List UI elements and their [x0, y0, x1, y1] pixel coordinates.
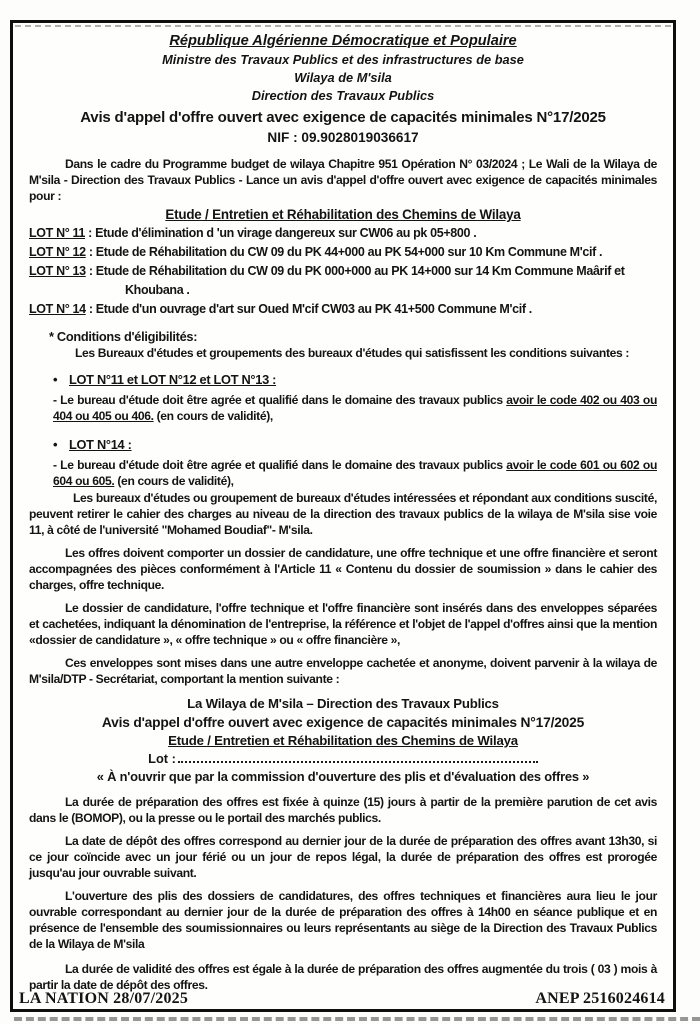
enveloppes-paragraph — [29, 655, 657, 687]
conditions-heading: * Conditions d'éligibilités: — [49, 329, 198, 344]
lot-label: LOT N° 12 — [29, 245, 86, 259]
footer — [19, 990, 665, 1008]
subject-heading: Etude / Entretien et Réhabilitation des Chemins de Wilaya — [165, 207, 521, 222]
scan-artifact-top — [15, 25, 671, 27]
enveloppes-secretariat-bold: M'sila/DTP - Secrétariat — [29, 672, 155, 686]
lot-separator: : — [85, 302, 96, 316]
eligibility-codes-underlined: avoir le code 601 ou 602 ou 604 ou 605. — [53, 458, 657, 488]
offres-paragraph: Les offres doivent comporter un dossier de candidature, une offre technique et une offre financière et seront accompagnées des pièces conformément à l'Article 11 « Contenu du dossier de soumission » dans le cahier des charges, offre technique. — [29, 546, 657, 592]
eligibility-head-lot-14: LOT N°14 : — [69, 437, 132, 452]
eligibility-text-lot-14 — [53, 457, 657, 489]
eligibility-bullet-1 — [53, 372, 657, 388]
conditions-intro: Les Bureaux d'études et groupements des bureaux d'études qui satisfissent les conditions suivantes : — [75, 346, 630, 360]
lot-row-13-continuation — [125, 281, 657, 300]
intro-paragraph: Dans le cadre du Programme budget de wilaya Chapitre 951 Opération N° 03/2024 ; Le Wali de la Wilaya de M'sila - Direction des Travaux Publics - Lance un avis d'appel d'offre ouvert avec exigence de capacités minimales pour : — [29, 157, 657, 203]
eligibility-run: - Le bureau d'étude doit être agrée et qualifié dans le domaine des travaux publics — [53, 393, 507, 407]
scan-artifact-bottom — [14, 1017, 700, 1021]
lot-desc: Etude d'élimination d 'un virage dangereux sur CW06 au pk 05+800 . — [95, 226, 477, 240]
lot-row-12 — [29, 243, 657, 262]
enveloppes-run: , comportant la mention suivante : — [154, 672, 340, 686]
lot-desc-continuation: Khoubana . — [125, 283, 190, 297]
wilaya-line: Wilaya de M'sila — [294, 70, 392, 85]
eligibility-head-lots-11-13: LOT N°11 et LOT N°12 et LOT N°13 : — [69, 372, 277, 387]
lot-desc: Etude d'un ouvrage d'art sur Oued M'cif CW03 au PK 41+500 Commune M'cif . — [95, 302, 532, 316]
lot-fill-dots — [178, 751, 538, 763]
eligibility-run: (en cours de validité), — [153, 409, 273, 423]
eligibility-bullet-2 — [53, 437, 657, 453]
lot-label: LOT N° 11 — [29, 226, 86, 240]
journal-name: LA NATION 28/07/2025 — [19, 990, 189, 1007]
depot-paragraph: La date de dépôt des offres correspond au dernier jour de la durée de préparation des offres avant 13h30, si ce jour coïncide avec un jour férié ou un jour de repos légal, la durée de préparation des offres est prorogée jusqu'au jour ouvrable suivant. — [29, 834, 657, 880]
lot-fill-label: Lot : — [148, 751, 176, 766]
lot-desc: Etude de Réhabilitation du CW 09 du PK 44+000 au PK 54+000 sur 10 Km Commune M'cif . — [95, 245, 603, 259]
notice-title: Avis d'appel d'offre ouvert avec exigence de capacités minimales N°17/2025 — [80, 109, 606, 126]
notice-border-box — [10, 20, 676, 1012]
lot-desc: Etude de Réhabilitation du CW 09 du PK 000+000 au PK 14+000 sur 14 Km Commune Maârif et — [95, 264, 625, 278]
lot-row-13 — [29, 262, 657, 281]
lot-label: LOT N° 14 — [29, 302, 86, 316]
lot-row-14 — [29, 300, 657, 319]
opening-warning: « À n'ouvrir que par la commission d'ouverture des plis et d'évaluation des offres » — [96, 769, 590, 784]
nif-line: NIF : 09.9028019036617 — [267, 130, 419, 145]
bullet-icon: • — [53, 437, 58, 452]
mention-subject-line: Etude / Entretien et Réhabilitation des Chemins de Wilaya — [168, 733, 518, 748]
republic-line: République Algérienne Démocratique et Populaire — [169, 33, 517, 49]
envelope-mention-block — [29, 695, 657, 786]
eligibility-codes-underlined: avoir le code 402 ou 403 ou 404 ou 405 ou 406. — [53, 393, 657, 423]
eligibility-run: - Le bureau d'étude doit être agrée et qualifié dans le domaine des travaux publics — [53, 458, 507, 472]
enveloppes-run: Ces enveloppes sont mises dans une autre enveloppe cachetée et anonyme, doivent parvenir à la wilaya de — [65, 656, 657, 670]
lot-separator: : — [85, 245, 96, 259]
eligibility-text-lots-11-13 — [53, 392, 657, 424]
lot-label: LOT N° 13 — [29, 264, 86, 278]
direction-line: Direction des Travaux Publics — [251, 88, 435, 103]
mention-title-line: Avis d'appel d'offre ouvert avec exigence de capacités minimales N°17/2025 — [101, 715, 585, 730]
lot-fill-line — [29, 750, 657, 768]
bullet-icon: • — [53, 372, 58, 387]
ministry-line: Ministre des Travaux Publics et des infrastructures de base — [162, 52, 524, 67]
anep-number: ANEP 2516024614 — [535, 990, 665, 1007]
validite-paragraph: La durée de validité des offres est égale à la durée de préparation des offres augmentée du trois ( 03 ) mois à partir la date de dépôt des offres. — [29, 962, 657, 992]
duree-paragraph: La durée de préparation des offres est fixée à quinze (15) jours à partir de la première parution de cet avis dans le (BOMOP), ou la presse ou le portail des marchés publics. — [29, 795, 657, 825]
lot-row-11 — [29, 224, 657, 243]
ouverture-paragraph: L'ouverture des plis des dossiers de candidatures, des offres techniques et financières aura lieu le jour ouvrable correspondant au dernier jour de la durée de préparation des offres à 14h00 en séance publique et en présence de l'ensemble des soumissionnaires ou leurs représentants au siège de la Direction des Travaux Publics de la Wilaya de M'sila — [29, 889, 657, 951]
retrait-paragraph: Les bureaux d'études ou groupement de bureaux d'études intéressées et répondant aux conditions suscité, peuvent retirer le cahier des charges au niveau de la direction des travaux publics de la wilaya de M'sila sise voie 11, à côté de l'université "Mohamed Boudiaf"- M'sila. — [29, 491, 657, 537]
dossier-paragraph: Le dossier de candidature, l'offre technique et l'offre financière sont insérés dans des enveloppes séparées et cachetées, indiquant la dénomination de l'entreprise, la référence et l'objet de l'appel d'offres ainsi que la mention «dossier de candidature », « offre technique » ou « offre financière », — [29, 601, 657, 647]
eligibility-run: (en cours de validité), — [114, 474, 234, 488]
lot-separator: : — [85, 264, 96, 278]
lot-separator: : — [85, 226, 96, 240]
mention-org-line: La Wilaya de M'sila – Direction des Travaux Publics — [187, 696, 499, 711]
